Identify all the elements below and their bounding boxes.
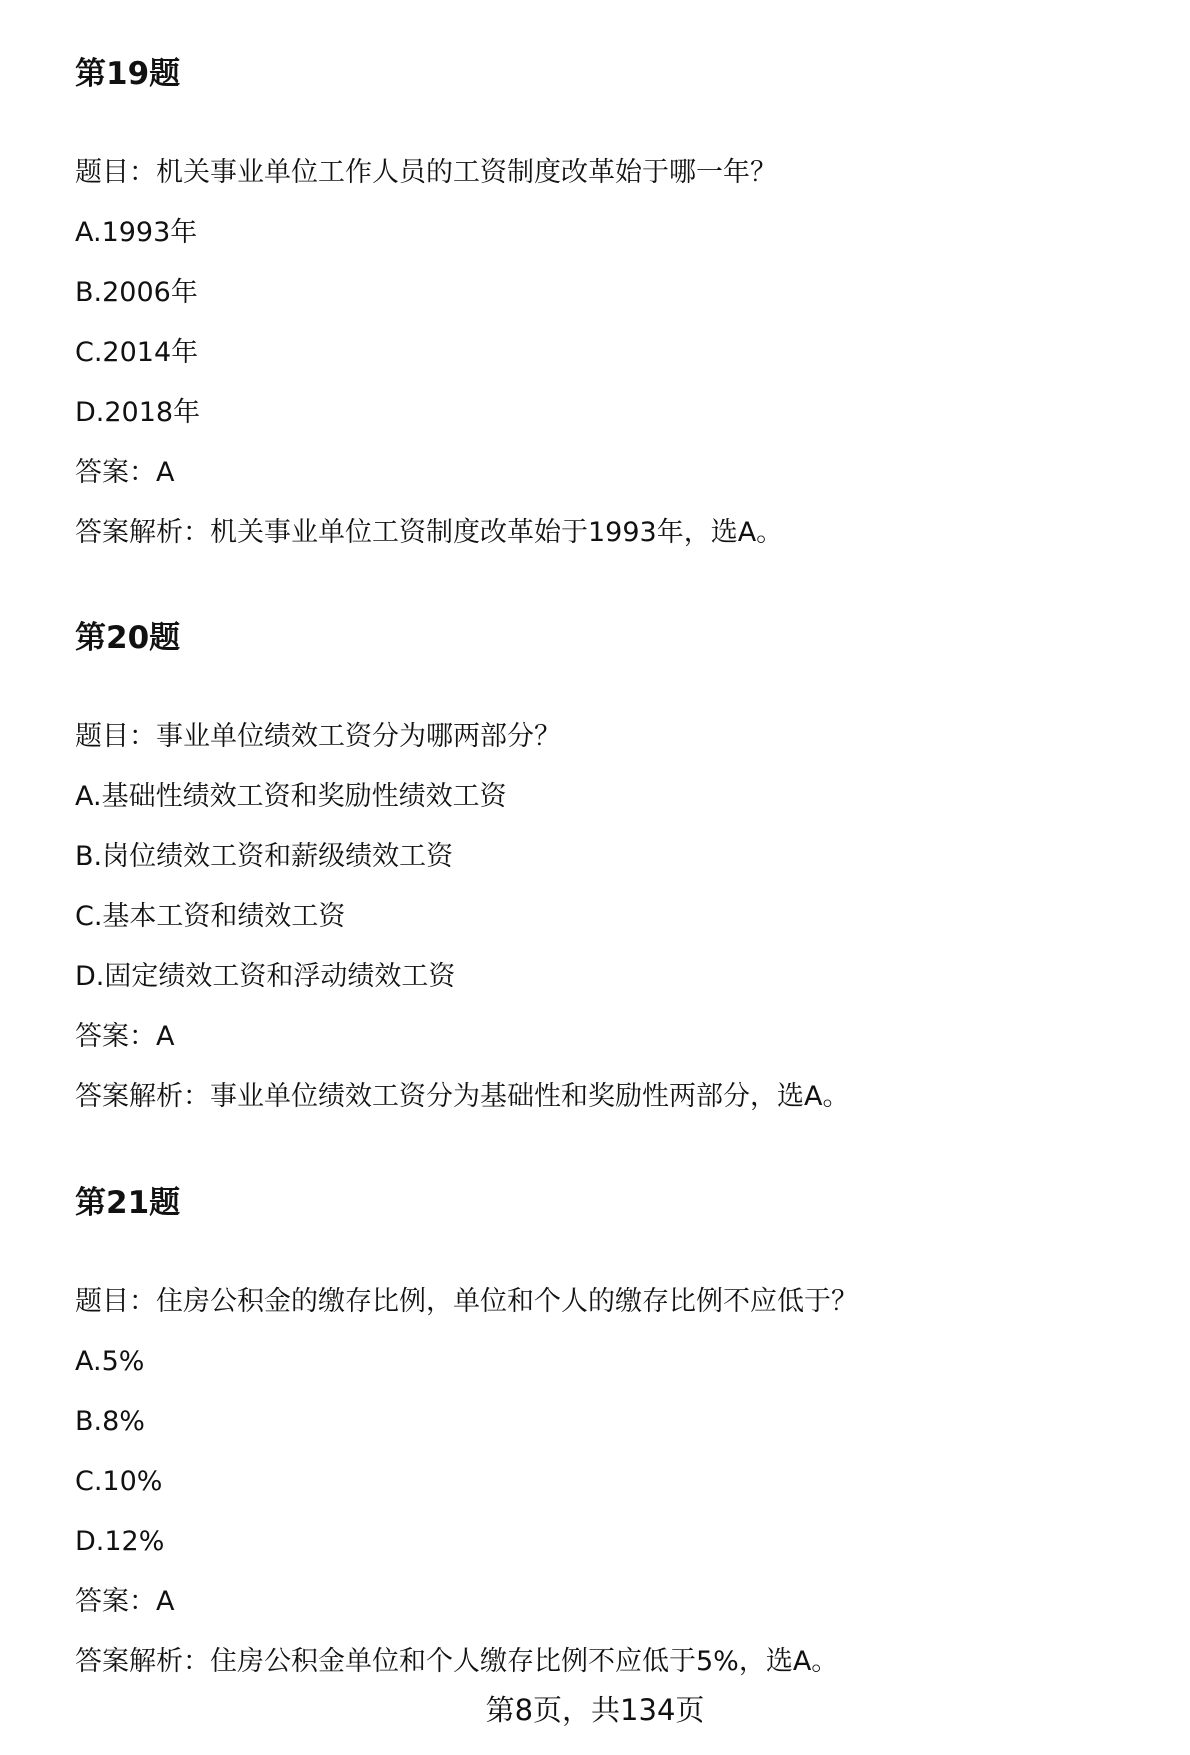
answer: 答案：A [75, 1586, 175, 1617]
option-c: C.10% [75, 1466, 163, 1497]
option-c: C.基本工资和绩效工资 [75, 901, 346, 932]
option-b: B.2006年 [75, 277, 198, 308]
answer: 答案：A [75, 1021, 175, 1052]
page-indicator: 第8页，共134页 [485, 1693, 705, 1727]
question-stem: 题目：机关事业单位工作人员的工资制度改革始于哪一年？ [75, 157, 777, 188]
option-d: D.固定绩效工资和浮动绩效工资 [75, 961, 456, 992]
answer: 答案：A [75, 457, 175, 488]
answer-analysis: 答案解析：机关事业单位工资制度改革始于1993年，选A。 [75, 517, 784, 548]
option-b: B.岗位绩效工资和薪级绩效工资 [75, 841, 454, 872]
question-block-21 [75, 1182, 1115, 1682]
option-a: A.基础性绩效工资和奖励性绩效工资 [75, 781, 507, 812]
question-number: 第20题 [75, 620, 181, 656]
question-stem: 题目：事业单位绩效工资分为哪两部分？ [75, 721, 561, 752]
question-block-19 [75, 53, 1115, 553]
question-number: 第21题 [75, 1185, 181, 1221]
option-a: A.1993年 [75, 217, 198, 248]
option-a: A.5% [75, 1346, 145, 1377]
option-b: B.8% [75, 1406, 145, 1437]
answer-analysis: 答案解析：事业单位绩效工资分为基础性和奖励性两部分，选A。 [75, 1081, 850, 1112]
option-d: D.12% [75, 1526, 165, 1557]
answer-analysis: 答案解析：住房公积金单位和个人缴存比例不应低于5%，选A。 [75, 1646, 839, 1677]
question-block-20 [75, 617, 1115, 1117]
option-c: C.2014年 [75, 337, 199, 368]
option-d: D.2018年 [75, 397, 201, 428]
question-stem: 题目：住房公积金的缴存比例，单位和个人的缴存比例不应低于？ [75, 1286, 858, 1317]
question-number: 第19题 [75, 56, 181, 92]
